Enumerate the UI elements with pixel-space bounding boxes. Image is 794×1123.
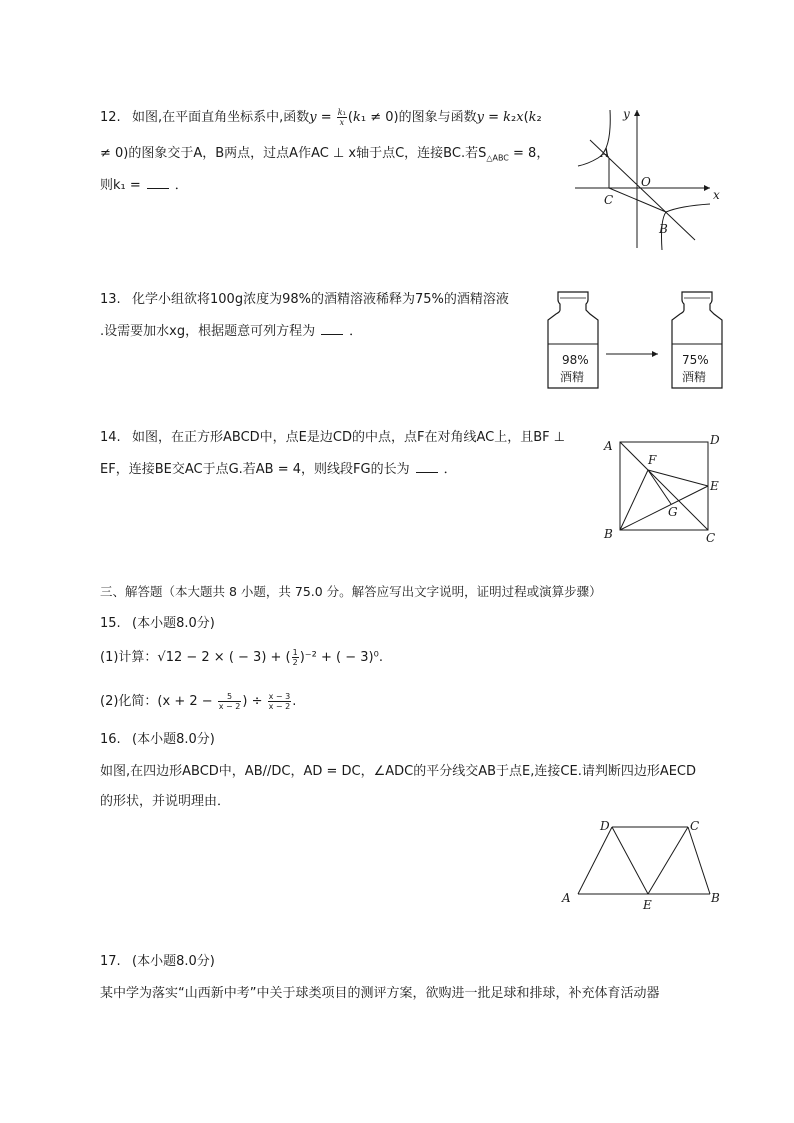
frac-denominator: 2 (292, 658, 298, 667)
q12-text-c: ≠ 0)的图象交于A，B两点，过点A作AC ⊥ x轴于点C，连接BC.若S (100, 146, 487, 161)
label-B: B (711, 891, 720, 905)
label-B: B (604, 527, 613, 541)
q17-header (100, 952, 215, 972)
label-E: E (643, 898, 652, 912)
fraction (218, 692, 242, 711)
segment-CE (648, 827, 688, 894)
q14-text-b: EF，连接BE交AC于点G.若AB = 4，则线段FG的长为 (100, 462, 410, 477)
segment-CB (688, 827, 710, 894)
q13-end: ． (349, 324, 363, 339)
segment-BE (620, 486, 708, 530)
q14-figure (598, 432, 728, 544)
label-B: B (659, 222, 668, 236)
expr-b: )⁻² + ( − 3)⁰. (299, 650, 383, 665)
label-O: O (641, 175, 651, 189)
question-number: 14. (100, 430, 121, 445)
label-x: x (713, 188, 720, 202)
q12-sub: △ABC (486, 153, 509, 163)
label-D: D (710, 433, 720, 447)
expr-a: √12 − 2 × ( − 3) + ( (157, 650, 291, 665)
question-score: (本小题8.0分) (132, 954, 215, 969)
segment-DE (612, 827, 648, 894)
segment-BF (620, 470, 648, 530)
q12-text-e: 则k₁ = (100, 178, 141, 193)
answer-blank[interactable] (147, 176, 169, 189)
question-number: 16. (100, 732, 121, 747)
part-label: (1)计算： (100, 650, 158, 665)
label-C: C (604, 193, 614, 207)
q15-part1 (100, 648, 383, 668)
q12-figure (570, 100, 730, 255)
bottle-right-label: 酒精 (682, 370, 707, 384)
q12-text-d: = 8， (508, 146, 550, 161)
frac-numerator: 5 (218, 692, 242, 702)
label-G: G (668, 505, 678, 519)
question-number: 17. (100, 954, 121, 969)
label-A: A (604, 439, 613, 453)
expr-b: ) ÷ (242, 694, 263, 709)
q12-line3 (100, 176, 188, 196)
question-number: 12. (100, 110, 121, 125)
label-C: C (690, 819, 700, 833)
q16-header (100, 730, 215, 750)
bottle-right-percent: 75% (682, 353, 709, 367)
q17-line1: 某中学为落实“山西新中考”中关于球类项目的测评方案，欲购进一批足球和排球，补充体育活动器 (100, 986, 660, 1001)
segment-AD (578, 827, 612, 894)
q14-text-a: 如图，在正方形ABCD中，点E是边CD的中点，点F在对角线AC上，且BF ⊥ (132, 430, 566, 445)
q14-line2 (100, 460, 457, 480)
fraction (292, 648, 299, 667)
label-A: A (601, 146, 610, 160)
hyperbola-branch-lower (662, 204, 711, 250)
q16-figure (558, 816, 726, 912)
label-A: A (562, 891, 571, 905)
label-F: F (648, 453, 657, 467)
question-number: 15. (100, 616, 121, 631)
label-D: D (600, 819, 610, 833)
q12-text-a: 如图,在平面直角坐标系中,函数 (132, 110, 310, 125)
q15-part2 (100, 692, 296, 712)
question-number: 13. (100, 292, 121, 307)
expr-end: . (292, 694, 297, 709)
bottle-right (672, 292, 722, 388)
q13-line1 (100, 290, 509, 310)
q13-text-a: 化学小组欲将100g浓度为98%的酒精溶液稀释为75%的酒精溶液 (132, 292, 509, 307)
q12-line2 (100, 144, 549, 169)
fraction (268, 692, 292, 711)
q14-end: ． (443, 462, 457, 477)
frac-denominator: x − 2 (268, 702, 291, 711)
label-C: C (706, 531, 716, 544)
bottle-left (548, 292, 598, 388)
part-label: (2)化简： (100, 694, 158, 709)
q13-text-b: .设需要加水xg，根据题意可列方程为 (100, 324, 316, 339)
q13-line2 (100, 322, 362, 342)
q13-figure (540, 288, 730, 394)
section-heading: 三、解答题（本大题共 8 小题，共 75.0 分。解答应写出文字说明，证明过程或演算步骤） (100, 584, 602, 599)
answer-blank[interactable] (321, 322, 343, 335)
q12-end: ． (174, 178, 188, 193)
q14-line1 (100, 428, 565, 448)
frac-numerator: x − 3 (268, 692, 291, 701)
question-score: (本小题8.0分) (132, 616, 215, 631)
q12-text-b: 的图象与函数 (398, 110, 477, 125)
q16-line2: 的形状，并说明理由． (100, 794, 231, 809)
q15-header (100, 614, 215, 634)
q12-line1: 12. 如图,在平面直角坐标系中,函数y = $\frac{\text{k₁}}{x}$ (k₁ ≠ 0)的图象与函数y = k₂x(k₂ (100, 108, 542, 127)
frac-denominator: x − 2 (218, 702, 241, 711)
q16-line1: 如图,在四边形ABCD中，AB//DC，AD = DC，∠ADC的平分线交AB于点E,连接CE.请判断四边形AECD (100, 764, 697, 779)
expr-a: (x + 2 − (157, 694, 213, 709)
question-score: (本小题8.0分) (132, 732, 215, 747)
answer-blank[interactable] (416, 460, 438, 473)
diagonal-AC (620, 442, 708, 530)
label-y: y (623, 107, 630, 121)
label-E: E (710, 479, 719, 493)
frac-numerator: 1 (292, 648, 298, 657)
fraction: $\frac{\text{k₁}}{x}$ (337, 108, 346, 127)
bottle-left-percent: 98% (562, 353, 589, 367)
bottle-left-label: 酒精 (560, 370, 585, 384)
